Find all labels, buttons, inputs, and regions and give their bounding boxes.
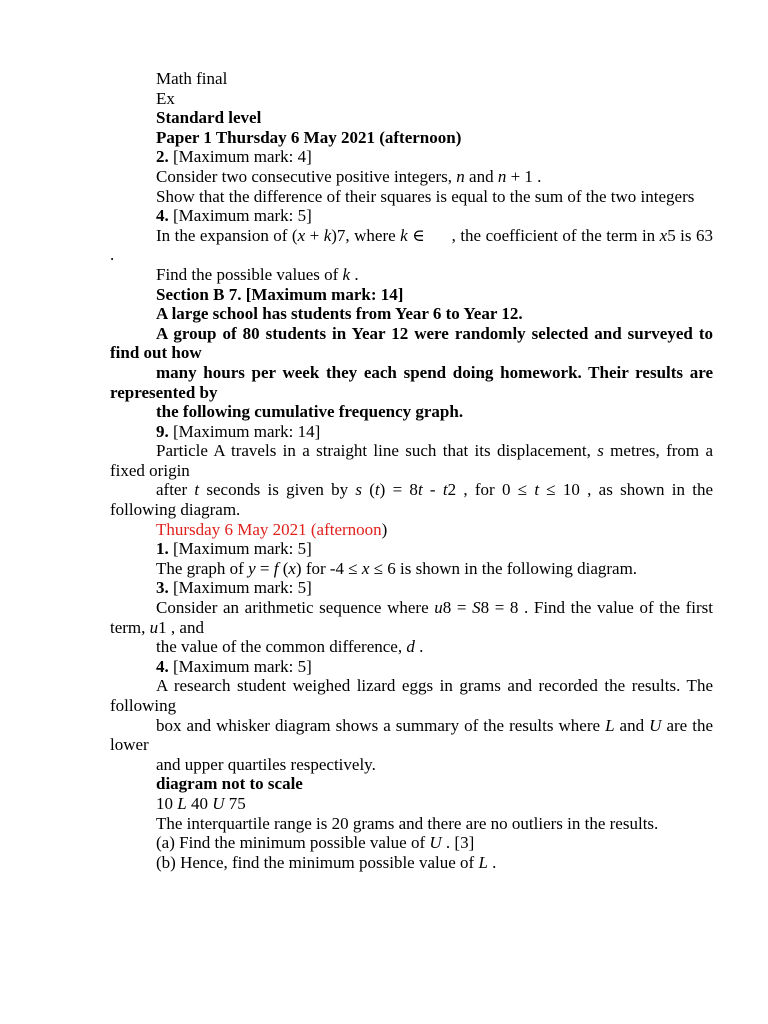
text-run: 40	[186, 793, 213, 813]
text-run: ∈ , the coefficient of the term in	[407, 225, 660, 245]
text-run: 5 is 63 .	[110, 225, 713, 265]
math-var: L	[177, 793, 187, 813]
math-var: f	[273, 558, 279, 578]
section-heading	[110, 285, 713, 305]
math-var: u	[434, 598, 443, 618]
math-var: s	[597, 441, 604, 461]
text-run: box and whisker diagram shows a summary of the results where	[156, 715, 606, 735]
question-header	[110, 206, 713, 226]
section-text-line	[110, 304, 713, 324]
text-run: . [3]	[441, 833, 475, 853]
text-run: 1 , and	[158, 617, 204, 637]
level-heading	[110, 108, 713, 128]
math-var: x	[297, 225, 306, 245]
text-run: + 1 .	[506, 166, 542, 186]
question-text	[110, 676, 713, 715]
text-run: many hours per week they each spend doing homework. Their results are represented by	[110, 362, 713, 402]
text-run: 75	[224, 793, 246, 813]
question-text	[110, 167, 713, 187]
text-run: A group of 80 students in Year 12 were randomly selected and surveyed to find out how	[110, 323, 713, 363]
text-run: +	[305, 225, 324, 245]
math-var: S	[472, 598, 481, 618]
text-run: Show that the difference of their squares is equal to the sum of the two integers	[156, 186, 695, 206]
text-run: ≤ 6 is shown in the following diagram.	[369, 558, 638, 578]
question-header	[110, 147, 713, 167]
question-text	[110, 755, 713, 775]
subtitle-line	[110, 89, 713, 109]
question-number: 4.	[156, 206, 169, 226]
paper-heading	[110, 128, 713, 148]
question-number: 4.	[156, 656, 169, 676]
math-var: y	[248, 558, 256, 578]
question-text	[110, 441, 713, 480]
text-run: ) for -4 ≤	[295, 558, 362, 578]
text-run: (	[278, 558, 289, 578]
math-var: x	[288, 558, 296, 578]
text-run: 8 = 8 . Find the value of the first term,	[110, 598, 714, 637]
question-number: 3.	[156, 578, 169, 598]
date-text-red: Thursday 6 May 2021 (afternoon	[156, 519, 382, 539]
question-number: 9.	[156, 421, 169, 441]
text-run: ≤ 10 , as shown in the following diagram.	[110, 480, 713, 520]
document-body	[110, 69, 713, 872]
math-var: k	[323, 225, 332, 245]
text-run: (a) Find the minimum possible value of	[156, 833, 430, 853]
question-header	[110, 422, 713, 442]
text-run: Find the possible values of	[156, 264, 343, 284]
math-var: k	[342, 264, 351, 284]
text-run: ) = 8	[379, 480, 418, 500]
question-number: 2.	[156, 147, 169, 167]
question-mark: [Maximum mark: 4]	[168, 147, 312, 167]
math-var: U	[649, 715, 662, 735]
level-text: Standard level	[156, 108, 262, 128]
text-run: .	[350, 264, 359, 284]
question-text	[110, 598, 713, 637]
text-run: =	[255, 558, 274, 578]
diagram-labels	[110, 794, 713, 814]
question-mark: [Maximum mark: 5]	[168, 206, 312, 226]
text-run: (	[362, 480, 375, 500]
math-var: t	[442, 480, 448, 500]
text-run: are the lower	[110, 715, 714, 755]
math-var: U	[429, 833, 442, 853]
text-run: the following cumulative frequency graph.	[156, 402, 464, 422]
question-header	[110, 657, 713, 677]
math-var: t	[374, 480, 380, 500]
math-var: U	[212, 793, 225, 813]
question-part-b	[110, 853, 713, 873]
subtitle-text: Ex	[156, 88, 175, 108]
math-var: t	[534, 480, 540, 500]
question-text	[110, 814, 713, 834]
text-run: In the expansion of (	[156, 225, 298, 245]
question-header	[110, 578, 713, 598]
text-run: after	[156, 480, 195, 500]
text-run: and	[464, 166, 498, 186]
math-var: u	[149, 617, 159, 637]
text-run: metres, from a fixed origin	[110, 441, 713, 480]
question-mark: [Maximum mark: 14]	[168, 421, 321, 441]
text-run: )	[381, 519, 388, 539]
text-run: )7, where	[331, 225, 401, 245]
question-text	[110, 226, 713, 265]
text-run: 8 =	[442, 598, 473, 618]
text-run: The interquartile range is 20 grams and there are no outliers in the results.	[156, 813, 659, 833]
math-var: L	[605, 715, 615, 735]
question-number: 1.	[156, 539, 169, 559]
title-text: Math final	[156, 69, 228, 88]
text-run: A large school has students from Year 6 to Year 12.	[156, 304, 523, 324]
math-var: d	[406, 637, 415, 657]
date-heading	[110, 520, 713, 540]
math-var: t	[417, 480, 423, 500]
math-var: k	[400, 225, 408, 245]
math-var: L	[478, 852, 488, 872]
text-run: Consider an arithmetic sequence where	[156, 598, 435, 618]
text-run: Particle A travels in a straight line such that its displacement,	[156, 441, 598, 461]
text-run: Consider two consecutive positive integers,	[156, 166, 457, 186]
text-run: seconds is given by	[199, 480, 356, 500]
text-run: 2 , for 0 ≤	[447, 480, 535, 500]
question-text	[110, 480, 713, 519]
text-run: and upper quartiles respectively.	[156, 754, 376, 774]
section-text: Section B 7. [Maximum mark: 14]	[156, 284, 404, 304]
diagram-note	[110, 774, 713, 794]
math-var: t	[194, 480, 200, 500]
math-var: x	[361, 558, 370, 578]
math-var: n	[456, 166, 465, 186]
text-run: the value of the common difference,	[156, 637, 407, 657]
text-run: diagram not to scale	[156, 774, 303, 794]
math-var: n	[497, 166, 507, 186]
question-mark: [Maximum mark: 5]	[168, 656, 312, 676]
math-var: s	[355, 480, 362, 500]
text-run: .	[487, 852, 497, 872]
question-mark: [Maximum mark: 5]	[168, 539, 312, 559]
text-run: (b) Hence, find the minimum possible value of	[156, 852, 479, 872]
question-text	[110, 637, 713, 657]
question-mark: [Maximum mark: 5]	[168, 578, 312, 598]
title-line	[110, 69, 713, 89]
question-text	[110, 187, 713, 207]
text-run: .	[414, 637, 424, 657]
section-text-line	[110, 402, 713, 422]
text-run: The graph of	[156, 558, 249, 578]
question-text	[110, 559, 713, 579]
text-run: -	[422, 480, 443, 500]
question-text	[110, 716, 713, 755]
paper-text: Paper 1 Thursday 6 May 2021 (afternoon)	[156, 127, 462, 147]
text-run: 10	[156, 793, 178, 813]
question-header	[110, 539, 713, 559]
text-run: and	[614, 715, 650, 735]
section-text-line	[110, 324, 713, 363]
question-text	[110, 265, 713, 285]
text-run: A research student weighed lizard eggs in grams and recorded the results. The following	[110, 676, 713, 715]
section-text-line	[110, 363, 713, 402]
math-var: x	[659, 225, 668, 245]
question-part-a	[110, 833, 713, 853]
